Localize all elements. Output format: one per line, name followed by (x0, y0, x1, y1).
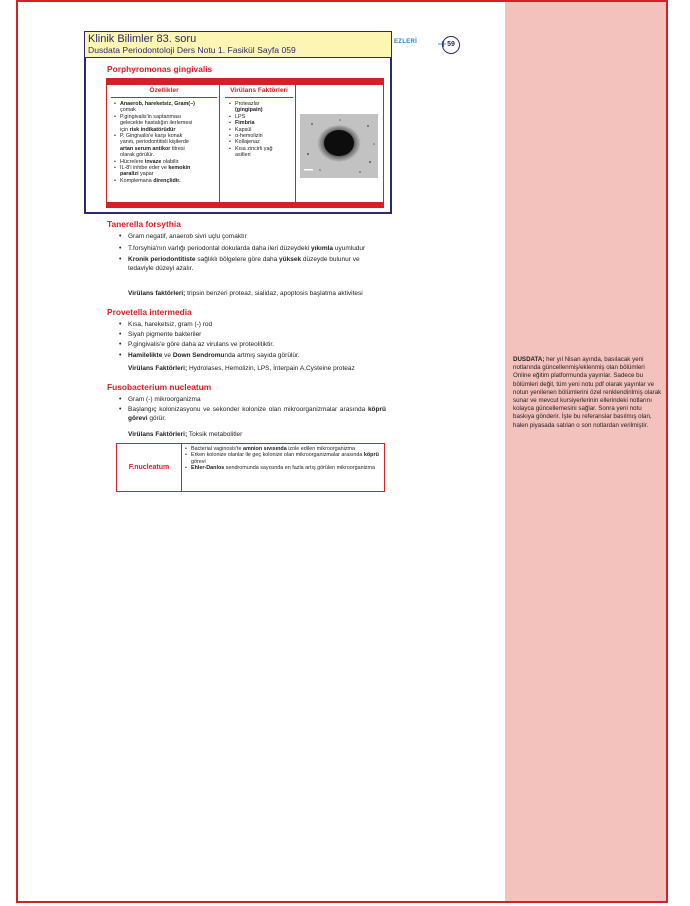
tanerella-virulence-label: Virülans faktörleri; (128, 290, 186, 297)
provetella-item (116, 330, 386, 339)
ozellik-item (113, 101, 217, 114)
ozellik-item (113, 114, 217, 133)
virulans-text: Kollajenaz (235, 139, 260, 146)
running-head-text: EZLERİ (394, 39, 418, 45)
virulans-text: asitleri (235, 152, 251, 159)
virulans-text: Proteazlar (235, 101, 260, 107)
tanerella-item: • Kronik periodontitiste sağlıklı bölgelere göre daha yüksek düzeyde bulunur ve tedaviyle düzeyi azalır. (116, 255, 386, 273)
ozellik-text: P.gingivalis'in saptanması (120, 113, 182, 120)
ozellik-item (113, 178, 217, 184)
ozellik-text: artan serum antikor titresi (120, 145, 185, 152)
section-title-porphyromonas: Porphyromonas gingivalis (107, 64, 213, 74)
table-header-virulans: Virülans Faktörleri (225, 87, 293, 98)
ozellik-text: için risk indikatörüdür (120, 126, 176, 133)
question-title: Klinik Bilimler 83. soru (88, 33, 197, 45)
fuso-virulence-label: Virülans Faktörleri; (128, 431, 188, 438)
tanerella-list (116, 232, 386, 276)
ozellik-text: paralizi yapar (120, 171, 154, 178)
provetella-text: Kısa, hareketsiz, gram (-) rod (128, 321, 213, 328)
question-header (85, 32, 391, 58)
ozellik-text: P. Gingivalis'e karşı konak (120, 133, 183, 140)
micrograph-image (300, 114, 378, 178)
tanerella-item (116, 232, 386, 241)
fnucleatum-box-item: • Bacterial vaginosis'te amnion sıvısında izole edilen mikroorganizma (184, 446, 380, 452)
sidebar-note-text: her yıl Nisan ayında, basılacak yeni notlarında güncellenmiş/eklenmiş olan bölümleri Online eğitim platformunda yayınlar. Sadece bu bölümleri değil, tüm yeni notu pdf olarak yayınlar ve notun yenilenen bölümlerini özel renklendirilmiş olarak sunar ve mevcut kursiyerlerinin ellerindeki notlarını kolayca güncellemesini sağlar. Sonra yeni notu baskıya gönderir. İşte bu referanslar basılmış olan, halen piyasada satılan o son notlardan verilmiştir. (513, 356, 662, 429)
provetella-item (116, 340, 386, 349)
fuso-virulence-text: Toksik metabolitler (188, 431, 243, 438)
section-title-provetella: Provetella intermedia (107, 307, 192, 317)
tanerella-virulence-text: tripsin benzeri proteaz, sialidaz, apoptosis başlatma aktivitesi (187, 290, 363, 297)
ozellik-text: olarak görülür. (120, 152, 155, 159)
ozellik-text: Hücrelere invaze olabilir. (120, 158, 180, 165)
provetella-virulence-label: Virülans Faktörleri; (128, 365, 188, 372)
virulans-text: LPS (235, 113, 246, 120)
table-header-ozellikler: Özellikler (111, 87, 217, 98)
provetella-text: P.gingivalis'e göre daha az virulans ve proteolitiktir. (128, 341, 275, 349)
section-title-fusobacterium: Fusobacterium nucleatum (107, 382, 212, 392)
virulans-text: Kısa zincirli yağ (235, 145, 273, 152)
table-top-bar (107, 79, 383, 85)
page-number: 59 (442, 36, 460, 54)
virulans-text: (gingipain) (235, 107, 263, 114)
ozellik-text: çomak (120, 107, 136, 114)
ozellik-text: Anaerob, hareketsiz, Gram(–) (120, 101, 195, 107)
provetella-text: Siyah pigmente bakteriler (128, 331, 202, 339)
micrograph-svg (300, 114, 378, 178)
ozellikler-list (113, 101, 217, 184)
virulans-list (228, 101, 296, 159)
virulans-text: Kapsül (235, 126, 252, 133)
tanerella-virulence (128, 289, 363, 298)
virulans-text: Fimbria (235, 120, 255, 127)
fnucleatum-box-list (184, 446, 380, 472)
fuso-item: • Başlangıç kolonizasyonu ve sekonder kolonize olan mikroorganizmalar arasında köprü görevi görür. (116, 405, 386, 423)
ozellik-text: Komplemana dirençlidir. (120, 177, 181, 184)
question-source: Dusdata Periodontoloji Ders Notu 1. Fasikül Sayfa 059 (88, 45, 296, 55)
provetella-item: • Hamilelikte ve Down Sendromunda artmış sayıda görülür. (116, 351, 386, 360)
fuso-text: Gram (-) mikroorganizma (128, 396, 201, 403)
virulans-text: α-hemolizin (235, 133, 263, 140)
sidebar-note-lead: DUSDATA; (513, 356, 545, 363)
virulans-item (228, 146, 296, 159)
provetella-list (116, 320, 386, 361)
sidebar-panel (505, 2, 666, 901)
tanerella-text: Gram negatif, anaerob sivri uçlu çomaktır (128, 233, 247, 240)
ozellik-item (113, 165, 217, 178)
table-bottom-bar (107, 202, 383, 207)
fnucleatum-box-item: • Erken kolonize olanlar ile geç kolonize olan mikroorganizmalar arasında köprü görevi (184, 452, 380, 465)
ozellik-text: yanıtı, periodontitisli kişilerde (120, 139, 189, 146)
provetella-virulence (128, 364, 355, 373)
ozellik-item (113, 133, 217, 159)
fuso-list (116, 395, 386, 426)
section-title-tanerella: Tanerella forsythia (107, 219, 181, 229)
fuso-item (116, 395, 386, 404)
tanerella-item: • T.forsyhia'nın varlığı periodontal dokularda daha ileri düzeydeki yıkımla uyumludur (116, 244, 386, 253)
provetella-item (116, 320, 386, 329)
fnucleatum-box-item: • Ehler-Danlos sendromunda sayısında en fazla artış görülen mikroorganizma (184, 465, 380, 471)
fuso-virulence (128, 430, 242, 439)
table-divider-1 (219, 85, 220, 203)
ozellik-text: IL-8'i inhibe eder ve kemokin (120, 165, 191, 172)
provetella-virulence-text: Hydrolases, Hemolizin, LPS, İnterpain A,Cysteine proteaz (188, 365, 355, 372)
fnucleatum-box-label: F.nucleatum (117, 444, 182, 491)
virulans-item (228, 101, 296, 114)
sidebar-note (513, 356, 663, 430)
ozellik-text: gelecekte hastalığın ilerlemesi (120, 120, 193, 127)
